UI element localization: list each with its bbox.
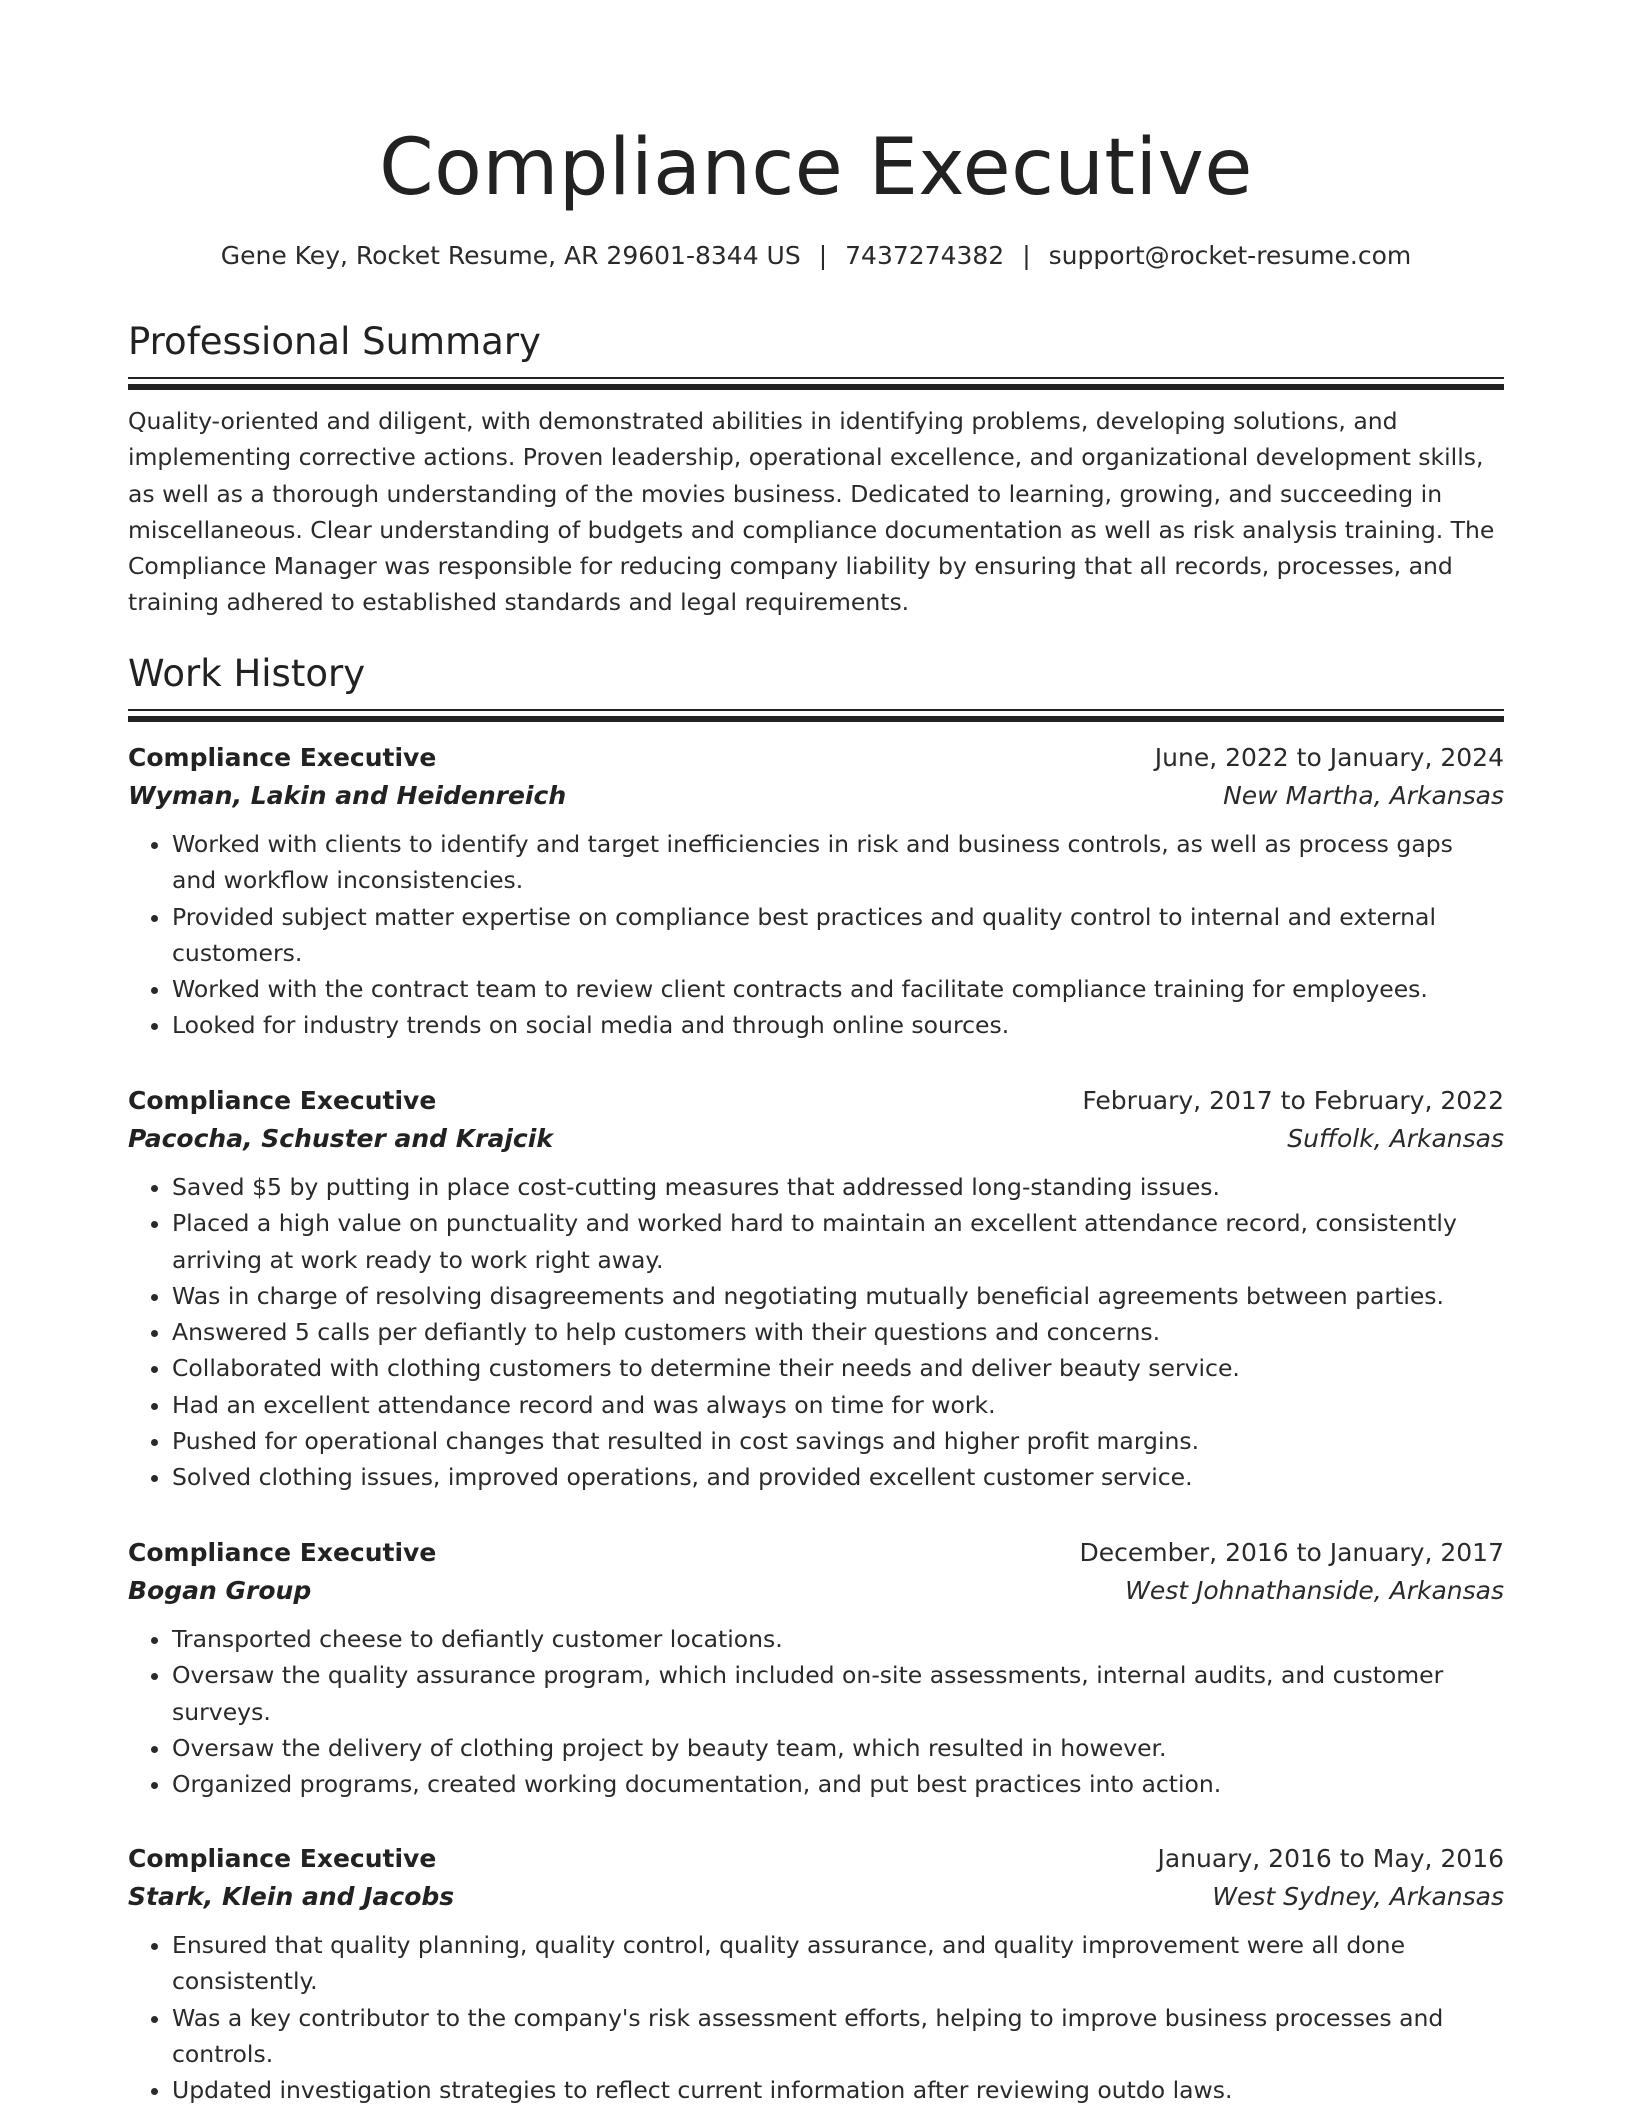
section-heading-work-history: Work History xyxy=(128,652,366,695)
job-location: West Johnathanside, Arkansas xyxy=(1125,1576,1504,1605)
job-title: Compliance Executive xyxy=(128,1844,437,1873)
section-heading-summary: Professional Summary xyxy=(128,320,541,363)
job-header-row xyxy=(128,1534,1504,1572)
job-location: West Sydney, Arkansas xyxy=(1212,1882,1504,1911)
job-bullet: • Oversaw the delivery of clothing project by beauty team, which resulted in however. xyxy=(172,1730,1504,1766)
professional-summary-section xyxy=(128,318,1504,621)
job-company: Wyman, Lakin and Heidenreich xyxy=(128,781,567,810)
job-title: Compliance Executive xyxy=(128,1538,437,1567)
job-bullet: • Organized programs, created working documentation, and put best practices into action. xyxy=(172,1766,1504,1802)
job-bullet: • Worked with clients to identify and target inefficiencies in risk and business controls, as well as process gaps and workflow inconsistencies. xyxy=(172,826,1504,899)
job-title: Compliance Executive xyxy=(128,743,437,772)
job-entry xyxy=(128,1082,1504,1496)
job-bullet: • Transported cheese to defiantly customer locations. xyxy=(172,1621,1504,1657)
job-entry xyxy=(128,1840,1504,2108)
job-bullet: • Was a key contributor to the company's risk assessment efforts, helping to improve business processes and controls. xyxy=(172,2000,1504,2073)
job-bullet-list xyxy=(128,1927,1504,2108)
job-header-row xyxy=(128,1840,1504,1878)
section-divider xyxy=(128,377,1504,390)
job-bullet: • Placed a high value on punctuality and worked hard to maintain an excellent attendance record, consistently arriving at work ready to work right away. xyxy=(172,1205,1504,1278)
job-bullet: • Updated investigation strategies to reflect current information after reviewing outdo laws. xyxy=(172,2072,1504,2108)
job-location: New Martha, Arkansas xyxy=(1223,781,1504,810)
job-bullet: • Looked for industry trends on social media and through online sources. xyxy=(172,1007,1504,1043)
job-company-row xyxy=(128,1572,1504,1610)
job-bullet: • Had an excellent attendance record and was always on time for work. xyxy=(172,1387,1504,1423)
job-bullet: • Pushed for operational changes that resulted in cost savings and higher profit margins. xyxy=(172,1423,1504,1459)
job-header-row xyxy=(128,1082,1504,1120)
contact-separator: | xyxy=(1022,241,1031,270)
job-company-row xyxy=(128,1120,1504,1158)
job-company: Bogan Group xyxy=(128,1576,312,1605)
job-bullet: • Provided subject matter expertise on compliance best practices and quality control to internal and external customers. xyxy=(172,899,1504,972)
job-bullet-list xyxy=(128,826,1504,1044)
contact-email: support@rocket-resume.com xyxy=(1048,241,1412,270)
contact-separator: | xyxy=(818,241,828,270)
job-bullet-list xyxy=(128,1621,1504,1802)
job-bullet-list xyxy=(128,1169,1504,1496)
job-bullet: • Collaborated with clothing customers to determine their needs and deliver beauty service. xyxy=(172,1350,1504,1386)
job-bullet: • Was in charge of resolving disagreements and negotiating mutually beneficial agreements between parties. xyxy=(172,1278,1504,1314)
job-company: Stark, Klein and Jacobs xyxy=(128,1882,455,1911)
contact-line xyxy=(128,238,1504,274)
job-dates: June, 2022 to January, 2024 xyxy=(1154,743,1504,772)
job-bullet: • Solved clothing issues, improved operations, and provided excellent customer service. xyxy=(172,1459,1504,1495)
job-entry xyxy=(128,739,1504,1044)
section-divider xyxy=(128,709,1504,722)
job-bullet: • Answered 5 calls per defiantly to help customers with their questions and concerns. xyxy=(172,1314,1504,1350)
job-header-row xyxy=(128,739,1504,777)
job-bullet: • Saved $5 by putting in place cost-cutting measures that addressed long-standing issues. xyxy=(172,1169,1504,1205)
job-company-row xyxy=(128,777,1504,815)
job-location: Suffolk, Arkansas xyxy=(1287,1124,1504,1153)
job-bullet: • Ensured that quality planning, quality control, quality assurance, and quality improvement were all done consistently. xyxy=(172,1927,1504,2000)
job-title: Compliance Executive xyxy=(128,1086,437,1115)
job-entry xyxy=(128,1534,1504,1802)
summary-text: Quality-oriented and diligent, with demonstrated abilities in identifying problems, developing solutions, and implementing corrective actions. Proven leadership, operational excellence, and organizational development skills, as well as a thorough understanding of the movies business. Dedicated to learning, growing, and succeeding in miscellaneous. Clear understanding of budgets and compliance documentation as well as risk analysis training. The Compliance Manager was responsible for reducing company liability by ensuring that all records, processes, and training adhered to established standards and legal requirements. xyxy=(128,407,1495,617)
job-bullet: • Oversaw the quality assurance program, which included on-site assessments, internal audits, and customer surveys. xyxy=(172,1657,1504,1730)
job-dates: December, 2016 to January, 2017 xyxy=(1079,1538,1504,1567)
contact-phone: 7437274382 xyxy=(845,241,1005,270)
contact-address: Gene Key, Rocket Resume, AR 29601-8344 US xyxy=(220,241,801,270)
resume-title: Compliance Executive xyxy=(379,123,1253,213)
job-company: Pacocha, Schuster and Krajcik xyxy=(128,1124,553,1153)
job-dates: February, 2017 to February, 2022 xyxy=(1082,1086,1504,1115)
job-bullet: • Worked with the contract team to review client contracts and facilitate compliance training for employees. xyxy=(172,971,1504,1007)
work-history-section xyxy=(128,650,1504,722)
job-company-row xyxy=(128,1878,1504,1916)
job-dates: January, 2016 to May, 2016 xyxy=(1157,1844,1504,1873)
